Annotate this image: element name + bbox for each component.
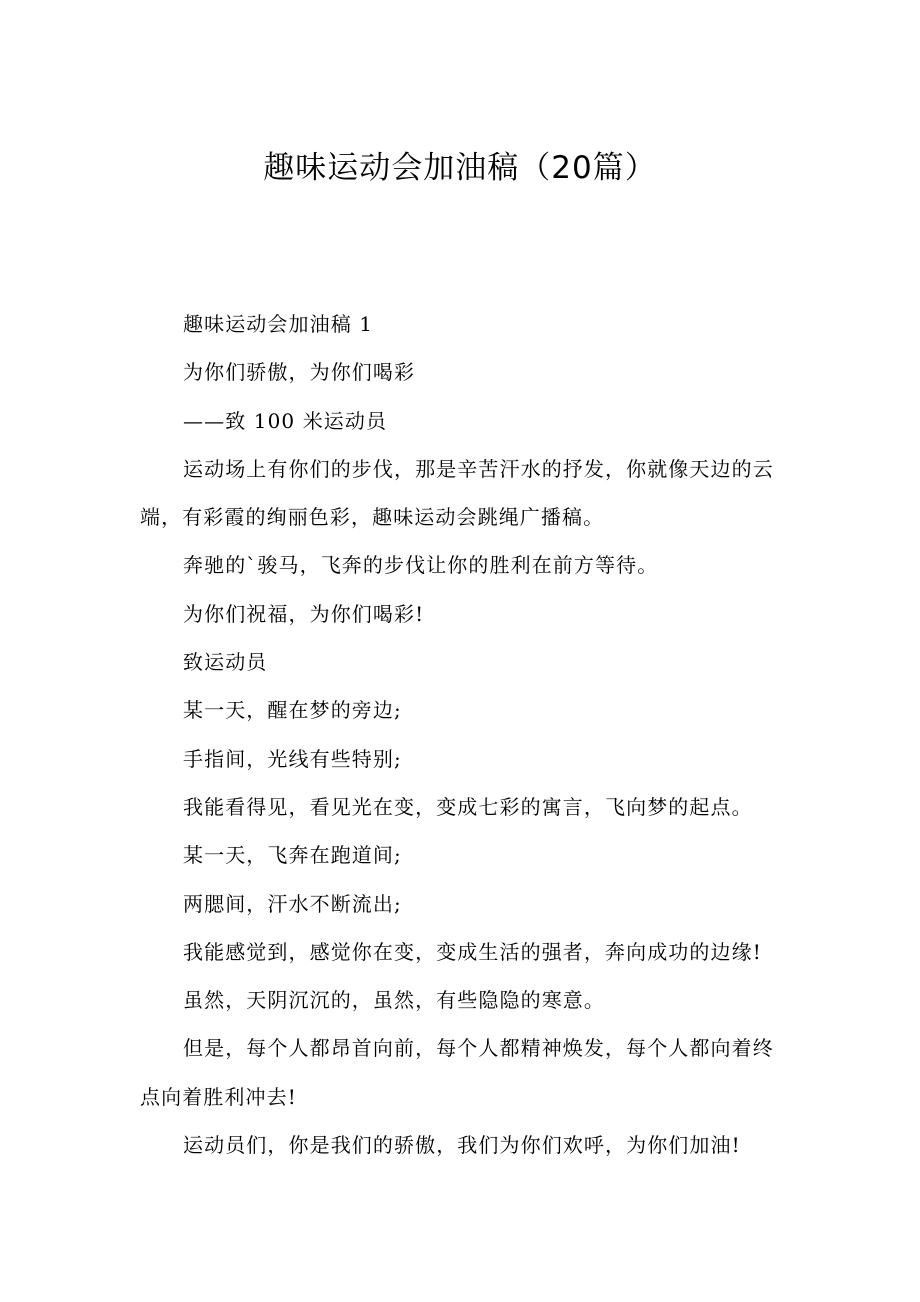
paragraph: 但是，每个人都昂首向前，每个人都精神焕发，每个人都向着终点向着胜利冲去!: [140, 1036, 774, 1109]
paragraph: 某一天，醒在梦的旁边;: [183, 698, 402, 723]
paragraph: 我能感觉到，感觉你在变，变成生活的强者，奔向成功的边缘!: [183, 939, 762, 964]
paragraph: 运动场上有你们的步伐，那是辛苦汗水的抒发，你就像天边的云端，有彩霞的绚丽色彩，趣味运动会跳绳广播稿。: [140, 456, 774, 530]
paragraph: 致运动员: [183, 650, 268, 675]
paragraph: 某一天，飞奔在跑道间;: [183, 843, 402, 868]
paragraph: 我能看得见，看见光在变，变成七彩的寓言，飞向梦的起点。: [183, 794, 753, 819]
paragraph: 两腮间，汗水不断流出;: [183, 891, 402, 916]
paragraph: 趣味运动会加油稿 1: [183, 312, 374, 336]
paragraph: 运动员们，你是我们的骄傲，我们为你们欢呼，为你们加油!: [183, 1133, 741, 1158]
document-body: [140, 300, 780, 1169]
paragraph: 奔驰的`骏马，飞奔的步伐让你的胜利在前方等待。: [183, 553, 659, 578]
paragraph: 手指间，光线有些特别;: [183, 746, 402, 771]
paragraph: 为你们骄傲，为你们喝彩: [183, 360, 416, 385]
paragraph: 为你们祝福，为你们喝彩!: [183, 601, 425, 626]
paragraph: ——致 100 米运动员: [183, 408, 388, 433]
document-title: 趣味运动会加油稿（20篇）: [263, 150, 657, 186]
paragraph: 虽然，天阴沉沉的，虽然，有些隐隐的寒意。: [183, 988, 605, 1013]
